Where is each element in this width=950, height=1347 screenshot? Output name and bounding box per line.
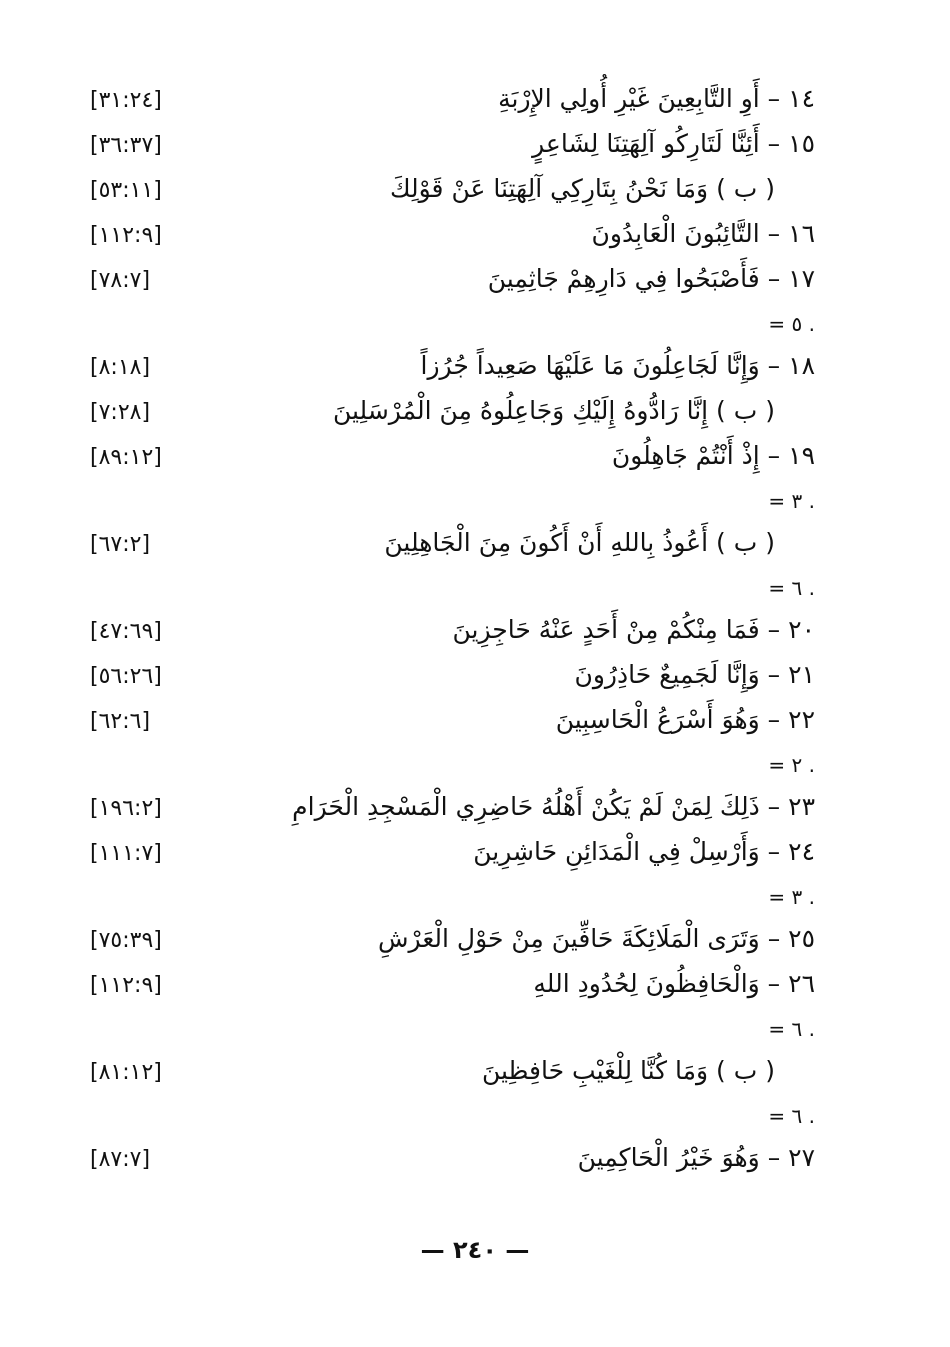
verse-reference: [٣١:٢٤] [90,88,162,113]
verse-reference: [١١٢:٩] [90,223,162,248]
separator-mark: = ٢ . [768,753,815,777]
verse-reference: [٧٨:٧] [90,268,151,293]
entry-text: ٢٢ – وَهُوَ أَسْرَعُ الْحَاسِبِينَ [555,705,815,734]
separator-line [0,480,950,522]
entry-row [0,168,950,213]
entry-text: ١٦ – التَّائِبُونَ الْعَابِدُونَ [591,219,815,248]
separator-mark: = ٣ . [768,885,815,909]
entry-text: ٢١ – وَإِنَّا لَجَمِيعٌ حَاذِرُونَ [574,660,815,689]
page-number: — ٢٤٠ — [420,1236,530,1264]
verse-reference: [٦٧:٢] [90,532,151,557]
entry-text: ١٨ – وَإِنَّا لَجَاعِلُونَ مَا عَلَيْهَا صَعِيداً جُرُزاً [420,351,815,380]
separator-line [0,744,950,786]
entry-text: ٢٠ – فَمَا مِنْكُمْ مِنْ أَحَدٍ عَنْهُ حَاجِزِينَ [452,615,815,644]
entry-row [0,654,950,699]
verse-reference: [١١١:٧] [90,841,162,866]
separator-line [0,876,950,918]
verse-reference: [٤٧:٦٩] [90,619,162,644]
verse-reference: [٣٦:٣٧] [90,133,162,158]
entry-row [0,786,950,831]
separator-mark: = ٥ . [768,312,815,336]
entry-text: ٢٥ – وَتَرَى الْمَلَائِكَةَ حَافِّينَ مِنْ حَوْلِ الْعَرْشِ [378,924,815,953]
verse-reference: [٥٦:٢٦] [90,664,162,689]
verse-reference: [٧:٢٨] [90,400,151,425]
verse-reference: [٧٥:٣٩] [90,928,162,953]
verse-reference: [٨١:١٢] [90,1060,162,1085]
entry-row [0,699,950,744]
verse-reference: [٨٧:٧] [90,1147,151,1172]
entry-list [0,78,950,1182]
separator-line [0,303,950,345]
separator-line [0,1008,950,1050]
entry-row [0,918,950,963]
separator-line [0,1095,950,1137]
entry-row [0,963,950,1008]
verse-reference: [٨:١٨] [90,355,151,380]
entry-text: ١٤ – أَوِ التَّابِعِينَ غَيْرِ أُولِي الإِرْبَةِ [498,84,815,113]
entry-text: ٢٤ – وَأَرْسِلْ فِي الْمَدَائِنِ حَاشِرِينَ [473,837,815,866]
entry-text: ١٧ – فَأَصْبَحُوا فِي دَارِهِمْ جَاثِمِينَ [487,264,815,293]
verse-reference: [٨٩:١٢] [90,445,162,470]
entry-row [0,831,950,876]
entry-row [0,78,950,123]
separator-mark: = ٣ . [768,489,815,513]
separator-mark: = ٦ . [768,1104,815,1128]
separator-line [0,567,950,609]
entry-text: ( ب ) أَعُوذُ بِاللهِ أَنْ أَكُونَ مِنَ الْجَاهِلِينَ [384,528,775,557]
entry-text: ١٥ – أَئِنَّا لَتَارِكُو آلِهَتِنَا لِشَاعِرٍ [532,129,815,158]
verse-reference: [٥٣:١١] [90,178,162,203]
separator-mark: = ٦ . [768,576,815,600]
entry-row [0,522,950,567]
entry-text: ٢٣ – ذَلِكَ لِمَنْ لَمْ يَكُنْ أَهْلُهُ حَاضِرِي الْمَسْجِدِ الْحَرَامِ [292,792,815,821]
entry-text: ( ب ) وَمَا نَحْنُ بِتَارِكِي آلِهَتِنَا عَنْ قَوْلِكَ [389,174,775,203]
entry-row [0,258,950,303]
entry-text: ( ب ) وَمَا كُنَّا لِلْغَيْبِ حَافِظِينَ [481,1056,775,1085]
entry-text: ١٩ – إِذْ أَنْتُمْ جَاهِلُونَ [611,441,815,470]
entry-row [0,345,950,390]
entry-row [0,213,950,258]
entry-text: ٢٦ – وَالْحَافِظُونَ لِحُدُودِ اللهِ [533,969,815,998]
separator-mark: = ٦ . [768,1017,815,1041]
verse-reference: [٦٢:٦] [90,709,151,734]
verse-reference: [١٩٦:٢] [90,796,162,821]
entry-text: ٢٧ – وَهُوَ خَيْرُ الْحَاكِمِينَ [577,1143,815,1172]
entry-row [0,1050,950,1095]
entry-row [0,609,950,654]
entry-row [0,435,950,480]
entry-row [0,123,950,168]
entry-text: ( ب ) إِنَّا رَادُّوهُ إِلَيْكِ وَجَاعِلُوهُ مِنَ الْمُرْسَلِينَ [332,396,775,425]
verse-reference: [١١٢:٩] [90,973,162,998]
entry-row [0,1137,950,1182]
entry-row [0,390,950,435]
